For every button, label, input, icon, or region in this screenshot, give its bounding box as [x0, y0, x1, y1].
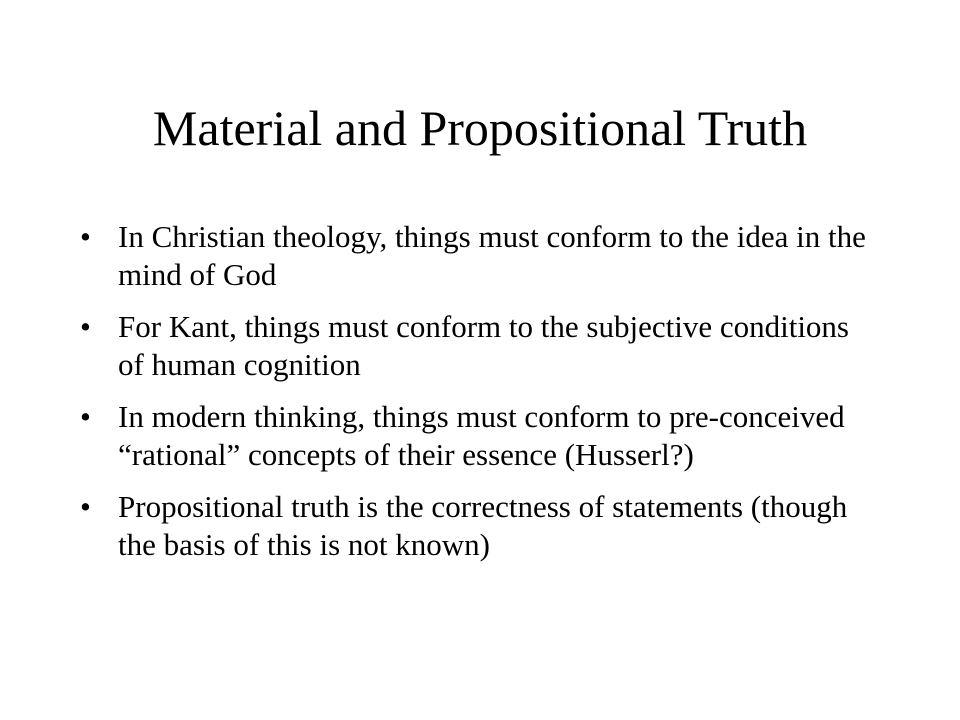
bullet-list [80, 218, 880, 578]
slide-title: Material and Propositional Truth [152, 100, 808, 156]
bullet-item-propositional-truth [80, 488, 880, 564]
bullet-text: In modern thinking, things must conform to pre-conceived “rational” concepts of their essence (Husserl?) [118, 399, 845, 472]
bullet-item-kant [80, 308, 880, 384]
bullet-text: Propositional truth is the correctness of statements (though the basis of this is not known) [118, 489, 848, 562]
bullet-item-modern-thinking [80, 398, 880, 474]
bullet-icon: • [80, 489, 91, 524]
bullet-text: In Christian theology, things must conform to the idea in the mind of God [118, 219, 866, 292]
bullet-icon: • [80, 399, 91, 434]
bullet-icon: • [80, 309, 91, 344]
bullet-item-christian-theology [80, 218, 880, 294]
bullet-text: For Kant, things must conform to the subjective conditions of human cognition [118, 309, 849, 382]
bullet-icon: • [80, 219, 91, 254]
